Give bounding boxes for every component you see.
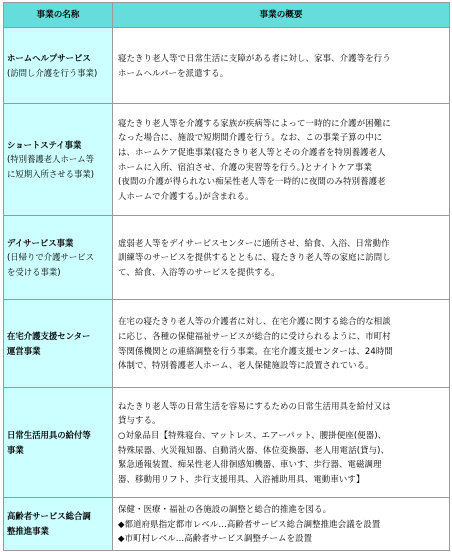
description-line: ◆都道府県指定都市レベル…高齢者サービス総合調整推進会議を設置 <box>118 518 381 529</box>
description-line: 訓練等のサービスを提供するとともに、寝たきり老人等の家庭に訪問し <box>118 252 391 263</box>
description-line: 虚弱老人等をデイサービスセンターに通所させ、給食、入浴、日常動作 <box>118 237 390 248</box>
description-line: ホームに入所、宿泊させ、介護の実習等を行う。)とナイトケア事業 <box>118 161 372 172</box>
service-table-container <box>3 2 449 549</box>
service-description <box>113 300 450 388</box>
service-name: ホームヘルプサービス <box>7 52 91 63</box>
service-name-cell <box>4 498 113 551</box>
description-line: ねたきり老人等の日常生活を容易にするための日常生活用具を給付又は <box>118 400 391 411</box>
table-row <box>4 28 450 104</box>
service-name-sub: 事業 <box>7 444 24 455</box>
description-line: ホームヘルパーを派遣する。 <box>118 67 229 78</box>
header-service-overview: 事業の概要 <box>113 3 450 28</box>
table-row <box>4 104 450 216</box>
description-line: ○対象品目【特殊寝台、マットレス、エアーパット、腰掛便座(便器)、 <box>118 429 387 440</box>
service-name: 日常生活用具の給付等 <box>7 429 91 440</box>
service-name-sub: (日帰りで介護サービス <box>7 252 95 263</box>
description-line: 寝たきり老人等を介護する家族が疾病等によって一時的に介護が困難に <box>118 117 391 128</box>
description-line: は、ホームケア促進事業(寝たきり老人等とその介護者を特別養護老人 <box>118 146 386 157</box>
service-description <box>113 28 450 104</box>
service-name-sub: 整推進事業 <box>7 526 49 536</box>
description-line: なった場合に、施設で短期間介護を行う。なお、この事業子算の中に <box>118 132 383 143</box>
service-description <box>113 104 450 216</box>
service-name-cell <box>4 300 113 388</box>
service-name: 高齢者サービス総合調 <box>7 511 91 522</box>
description-line: 貸与する。 <box>118 415 161 426</box>
service-name-cell <box>4 388 113 498</box>
description-line: 等関係機関との連絡調整を行う事業。在宅介護支援センターは、24時間 <box>118 345 393 356</box>
service-name: ショートステイ事業 <box>7 139 82 150</box>
table-row <box>4 498 450 551</box>
service-name-sub: (訪問し介護を行う事業) <box>7 67 98 78</box>
description-line: 人ホームで介護する。)が含まれる。 <box>118 190 254 201</box>
table-row <box>4 216 450 300</box>
service-name-cell <box>4 28 113 104</box>
service-table <box>3 2 450 551</box>
description-line: (夜間の介護が得られない痴呆性老人等を一時的に夜間のみ特別養護老 <box>118 176 386 187</box>
service-name: 在宅介護支援センター <box>7 330 91 341</box>
description-line: 保健・医療・福祉の各施設の調整と総合的推進を図る。 <box>118 504 332 515</box>
table-header-row <box>4 3 450 28</box>
header-service-name: 事業の名称 <box>4 3 113 28</box>
description-line: に応じ、各種の保健福祉サービスが総合的に受けられるように、市町村 <box>118 330 391 341</box>
service-description <box>113 216 450 300</box>
service-name-sub: を受ける事業) <box>7 266 61 277</box>
service-name-sub: 運営事業 <box>7 345 41 356</box>
table-row <box>4 300 450 388</box>
service-name-sub: (特別養護老人ホーム等 <box>7 154 95 165</box>
description-line: 在宅の寝たきり老人等の介護者に対し、在宅介護に関する総合的な相談 <box>118 316 391 327</box>
service-name-cell <box>4 104 113 216</box>
service-name-cell <box>4 216 113 300</box>
description-line: 体制で、特別養護老人ホーム、老人保健施設等に設置されている。 <box>118 360 374 371</box>
description-line: 器、移動用リフト、歩行支援用具、入浴補助用具、電動車いす】 <box>118 473 365 484</box>
description-line: 緊急通報装置、痴呆性老人徘徊感知機器、車いす、歩行器、電磁調理 <box>118 459 382 470</box>
service-description <box>113 498 450 551</box>
description-line: 寝たきり老人等で日常生活に支障がある者に対し、家事、介護等を行う <box>118 52 391 63</box>
description-line: ◆市町村レベル…高齢者サービス調整チームを設置 <box>118 533 313 544</box>
service-name: デイサービス事業 <box>7 237 74 248</box>
table-row <box>4 388 450 498</box>
description-line: 特殊尿器、火災報知器、自動消火器、体位変換器、老人用電話(貸与)、 <box>118 444 390 455</box>
service-name-sub: に短期入所させる事業) <box>7 168 95 179</box>
description-line: て、給食、入浴等のサービスを提供する。 <box>118 266 280 277</box>
service-description <box>113 388 450 498</box>
